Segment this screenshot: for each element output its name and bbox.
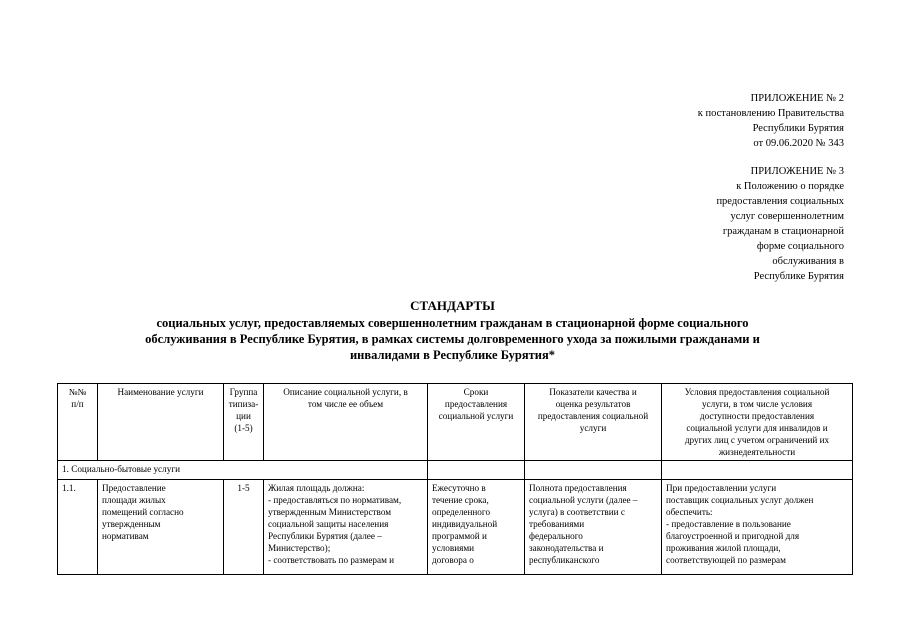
title-subtitle-line: социальных услуг, предоставляемых совершеннолетним гражданам в стационарной форме социального bbox=[156, 316, 749, 330]
header-conditions: Условия предоставления социальной услуги, в том числе условия доступности предоставления социальной услуги для инвалидов и других лиц с учетом ограничений их жизнедеятельности bbox=[662, 384, 853, 461]
section-title: 1. Социально-бытовые услуги bbox=[58, 461, 428, 480]
table-header-row bbox=[58, 384, 853, 461]
appendix-2-block bbox=[698, 91, 844, 151]
appendix-line: Республики Бурятия bbox=[752, 123, 844, 134]
appendix-line: Республике Бурятия bbox=[753, 271, 844, 282]
section-empty-cell bbox=[428, 461, 525, 480]
table-row bbox=[58, 480, 853, 575]
header-description: Описание социальной услуги, в том числе ее объем bbox=[264, 384, 428, 461]
row-quality: Полнота предоставления социальной услуги (далее – услуга) в соответствии с требованиями федерального законодательства и республиканского bbox=[525, 480, 662, 575]
section-row bbox=[58, 461, 853, 480]
header-terms: Сроки предоставления социальной услуги bbox=[428, 384, 525, 461]
appendix-line: обслуживания в bbox=[772, 256, 844, 267]
header-quality: Показатели качества и оценка результатов предоставления социальной услуги bbox=[525, 384, 662, 461]
title-subtitle-line: инвалидами в Республике Бурятия* bbox=[349, 348, 556, 362]
appendix-3-block bbox=[716, 164, 844, 284]
row-description: Жилая площадь должна: - предоставляться по нормативам, утвержденным Министерством социальной защиты населения Республики Бурятия (далее – Министерство); - соответствовать по размерам и bbox=[264, 480, 428, 575]
appendix-line: гражданам в стационарной bbox=[722, 226, 844, 237]
header-group: Группа типиза- ции (1-5) bbox=[224, 384, 264, 461]
section-empty-cell bbox=[525, 461, 662, 480]
row-conditions: При предоставлении услуги поставщик социальных услуг должен обеспечить: - предоставление в пользование благоустроенной и пригодной для проживания жилой площади, соответствующей по размерам bbox=[662, 480, 853, 575]
appendix-line: от 09.06.2020 № 343 bbox=[753, 138, 844, 149]
row-service-name: Предоставление площади жилых помещений согласно утвержденным нормативам bbox=[98, 480, 224, 575]
appendix-line: к Положению о порядке bbox=[736, 181, 844, 192]
header-num: №№ п/п bbox=[58, 384, 98, 461]
header-service-name: Наименование услуги bbox=[98, 384, 224, 461]
standards-table bbox=[57, 383, 853, 575]
row-num: 1.1. bbox=[58, 480, 98, 575]
section-empty-cell bbox=[662, 461, 853, 480]
appendix-line: предоставления социальных bbox=[716, 196, 844, 207]
row-group: 1-5 bbox=[224, 480, 264, 575]
row-terms: Ежесуточно в течение срока, определенного индивидуальной программой и условиями договора о bbox=[428, 480, 525, 575]
title-subtitle-line: обслуживания в Республике Бурятия, в рамках системы долговременного ухода за пожилыми гражданами и bbox=[145, 332, 760, 346]
title-main: СТАНДАРТЫ bbox=[410, 298, 495, 313]
appendix-line: ПРИЛОЖЕНИЕ № 2 bbox=[750, 93, 844, 104]
appendix-line: к постановлению Правительства bbox=[697, 108, 844, 119]
appendix-line: услуг совершеннолетним bbox=[730, 211, 844, 222]
appendix-line: форме социального bbox=[756, 241, 844, 252]
document-title bbox=[40, 298, 865, 363]
appendix-line: ПРИЛОЖЕНИЕ № 3 bbox=[750, 166, 844, 177]
